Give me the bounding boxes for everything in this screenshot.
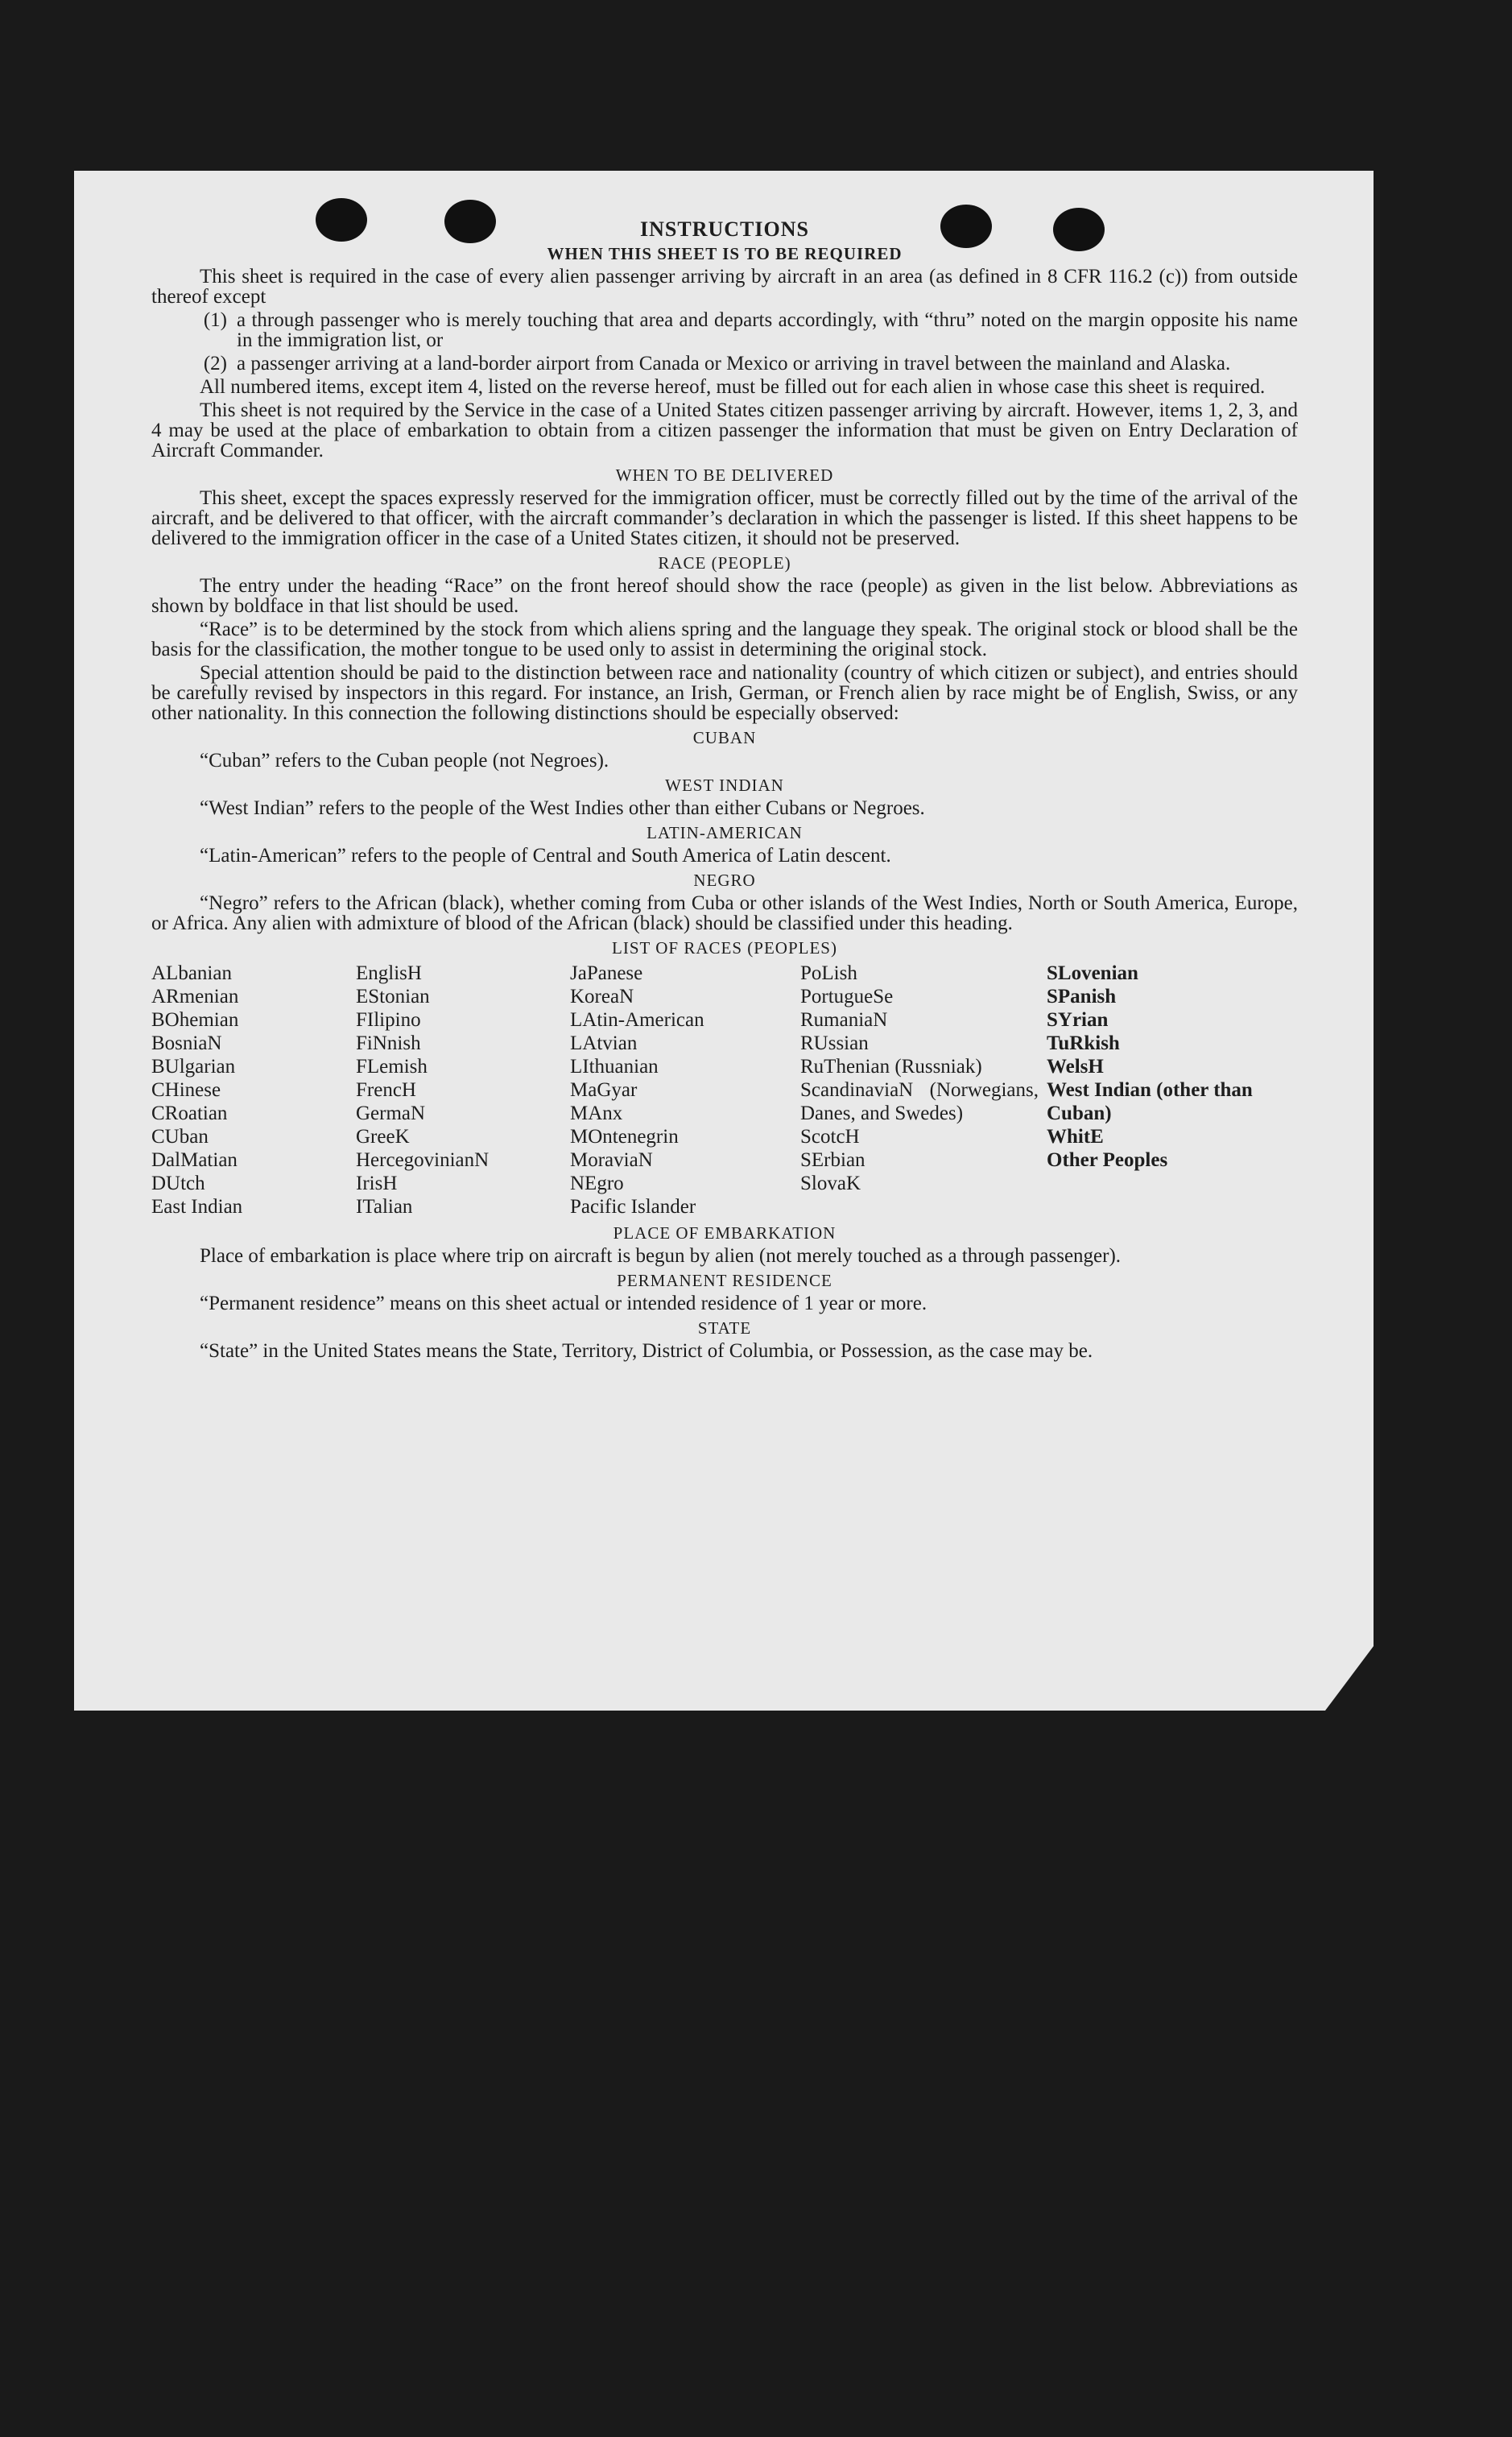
- exception-item: [151, 310, 1298, 350]
- section-heading-latin-american: LATIN-AMERICAN: [647, 823, 803, 842]
- section-heading-when-required: WHEN THIS SHEET IS TO BE REQUIRED: [547, 244, 903, 263]
- item-text: a passenger arriving at a land-border airport from Canada or Mexico or arriving in travel between the mainland and Alaska.: [237, 353, 1231, 374]
- race-entry: WhitE: [1047, 1126, 1104, 1148]
- race-entry: CUban: [151, 1126, 209, 1148]
- race-entry: SErbian: [800, 1149, 865, 1171]
- document-page: [74, 171, 1374, 1711]
- section-heading-embarkation: PLACE OF EMBARKATION: [613, 1223, 837, 1243]
- item-number: (1): [203, 309, 227, 331]
- race-entry: LAtvian: [570, 1032, 638, 1054]
- race-entry: MoraviaN: [570, 1149, 653, 1171]
- race-entry: ARmenian: [151, 986, 239, 1007]
- race-entry: FIlipino: [356, 1009, 421, 1031]
- race-entry: KoreaN: [570, 986, 634, 1007]
- races-column: [570, 962, 800, 1218]
- race-entry: SlovaK: [800, 1173, 861, 1194]
- race-entry: NEgro: [570, 1173, 624, 1194]
- numbered-items-paragraph: All numbered items, except item 4, listed on the reverse hereof, must be filled out for each alien in whose case this sheet is required.: [200, 376, 1266, 398]
- race-entry: TuRkish: [1047, 1032, 1120, 1054]
- latin-american-definition: “Latin-American” refers to the people of Central and South America of Latin descent.: [200, 845, 891, 867]
- delivered-paragraph: This sheet, except the spaces expressly reserved for the immigration officer, must be correctly filled out by the time of the arrival of the aircraft, and be delivered to that officer, with the aircraft commander’s declaration in which the passenger is listed. If this sheet happens to be delivered to the immigration officer in the case of a United States citizen, it should not be preserved.: [151, 487, 1298, 549]
- races-column: [800, 962, 1047, 1218]
- race-entry: SYrian: [1047, 1009, 1109, 1031]
- race-entry: West Indian (other than Cuban): [1047, 1079, 1253, 1124]
- torn-corner: [1325, 1646, 1374, 1711]
- race-entry: SPanish: [1047, 986, 1117, 1007]
- races-column: [151, 962, 356, 1218]
- instructions-content: [151, 219, 1298, 1364]
- races-column: [1047, 962, 1298, 1218]
- race-entry: ITalian: [356, 1196, 413, 1218]
- race-entry: DalMatian: [151, 1149, 238, 1171]
- race-paragraph: The entry under the heading “Race” on the front hereof should show the race (people) as given in the list below. Abbreviations as shown by boldface in that list should be used.: [151, 575, 1298, 617]
- negro-definition: “Negro” refers to the African (black), whether coming from Cuba or other islands of the West Indies, North or South America, Europe, or Africa. Any alien with admixture of blood of the African (black) should be classified under this heading.: [151, 892, 1298, 934]
- race-entry: Other Peoples: [1047, 1149, 1168, 1171]
- races-column: [356, 962, 570, 1218]
- race-entry: WelsH: [1047, 1056, 1104, 1078]
- race-entry: BOhemian: [151, 1009, 239, 1031]
- race-entry: HercegovinianN: [356, 1149, 490, 1171]
- races-list: [151, 962, 1298, 1218]
- page-title: INSTRUCTIONS: [640, 217, 809, 241]
- item-text: a through passenger who is merely touching that area and departs accordingly, with “thru” noted on the margin opposite his name in the immigration list, or: [237, 309, 1298, 351]
- section-heading-residence: PERMANENT RESIDENCE: [617, 1271, 832, 1290]
- race-entry: MaGyar: [570, 1079, 638, 1101]
- citizen-paragraph: This sheet is not required by the Service in the case of a United States citizen passenger arriving by aircraft. However, items 1, 2, 3, and 4 may be used at the place of embarkation to obtain from a citizen passenger the information that must be given on Entry Declaration of Aircraft Commander.: [151, 399, 1298, 461]
- race-entry: RUssian: [800, 1032, 869, 1054]
- residence-definition: “Permanent residence” means on this sheet actual or intended residence of 1 year or more.: [200, 1293, 927, 1314]
- race-entry: MOntenegrin: [570, 1126, 679, 1148]
- race-paragraph: Special attention should be paid to the distinction between race and nationality (country of which citizen or subject), and entries should be carefully revised by inspectors in this regard. For instance, an Irish, German, or French alien by race might be of English, Swiss, or any other nationality. In this connection the following distinctions should be especially observed:: [151, 662, 1298, 724]
- section-heading-negro: NEGRO: [693, 871, 756, 890]
- race-entry: EnglisH: [356, 962, 422, 984]
- race-entry: PortugueSe: [800, 986, 894, 1007]
- section-heading-delivered: WHEN TO BE DELIVERED: [615, 465, 834, 485]
- race-paragraph: “Race” is to be determined by the stock from which aliens spring and the language they speak. The original stock or blood shall be the basis for the classification, the mother tongue to be used only to assist in determining the original stock.: [151, 619, 1298, 660]
- race-entry: GreeK: [356, 1126, 410, 1148]
- race-entry: East Indian: [151, 1196, 243, 1218]
- race-entry: LAtin-American: [570, 1009, 704, 1031]
- intro-paragraph: This sheet is required in the case of every alien passenger arriving by aircraft in an area (as defined in 8 CFR 116.2 (c)) from outside thereof except: [151, 266, 1298, 308]
- state-definition: “State” in the United States means the State, Territory, District of Columbia, or Possession, as the case may be.: [200, 1340, 1093, 1362]
- race-entry: FLemish: [356, 1056, 428, 1078]
- race-entry: RuThenian (Russniak): [800, 1056, 982, 1078]
- exception-item: [151, 354, 1298, 374]
- section-heading-state: STATE: [697, 1318, 752, 1338]
- race-entry: EStonian: [356, 986, 430, 1007]
- race-entry: ALbanian: [151, 962, 232, 984]
- embarkation-definition: Place of embarkation is place where trip on aircraft is begun by alien (not merely touched as a through passenger).: [200, 1245, 1122, 1267]
- race-entry: BosniaN: [151, 1032, 222, 1054]
- west-indian-definition: “West Indian” refers to the people of the West Indies other than either Cubans or Negroes.: [200, 797, 925, 819]
- race-entry: RumaniaN: [800, 1009, 888, 1031]
- section-heading-race: RACE (PEOPLE): [658, 553, 791, 573]
- race-entry: GermaN: [356, 1103, 426, 1124]
- section-heading-west-indian: WEST INDIAN: [665, 776, 784, 795]
- race-entry: SLovenian: [1047, 962, 1138, 984]
- race-entry: CHinese: [151, 1079, 221, 1101]
- race-entry: IrisH: [356, 1173, 398, 1194]
- race-entry: LIthuanian: [570, 1056, 659, 1078]
- race-entry: MAnx: [570, 1103, 623, 1124]
- race-entry: FiNnish: [356, 1032, 421, 1054]
- race-entry: JaPanese: [570, 962, 643, 984]
- cuban-definition: “Cuban” refers to the Cuban people (not Negroes).: [200, 750, 609, 772]
- race-entry: DUtch: [151, 1173, 205, 1194]
- race-entry: ScandinaviaN (Norwegians, Danes, and Swedes): [800, 1079, 1039, 1124]
- race-entry: Pacific Islander: [570, 1196, 696, 1218]
- race-entry: FrencH: [356, 1079, 416, 1101]
- section-heading-cuban: CUBAN: [692, 728, 757, 747]
- section-heading-races-list: LIST OF RACES (PEOPLES): [612, 938, 837, 958]
- race-entry: PoLish: [800, 962, 857, 984]
- race-entry: CRoatian: [151, 1103, 228, 1124]
- race-entry: ScotcH: [800, 1126, 860, 1148]
- item-number: (2): [203, 353, 227, 374]
- race-entry: BUlgarian: [151, 1056, 236, 1078]
